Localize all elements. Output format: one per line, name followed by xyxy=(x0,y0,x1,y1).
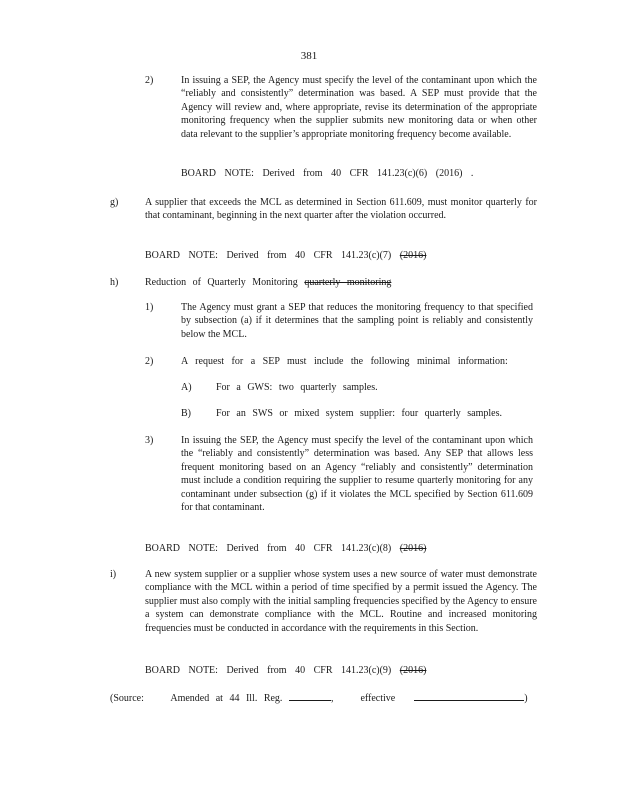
source-line: (Source: Amended at 44 Ill. Reg. , effective ) xyxy=(110,690,528,705)
item-h-label: h) xyxy=(110,277,119,288)
item-2-board-note: BOARD NOTE: Derived from 40 CFR 141.23(c)(6) (2016) . xyxy=(181,168,474,179)
item-g-note-main: BOARD NOTE: Derived from 40 CFR 141.23(c)(7) xyxy=(145,250,392,261)
item-h-heading-text: Reduction of Quarterly Monitoring xyxy=(145,277,298,288)
source-amended: Amended at 44 Ill. Reg. xyxy=(170,693,283,704)
register-page-blank xyxy=(289,690,331,701)
source-close: ) xyxy=(524,693,528,704)
item-h-heading-struck: quarterly monitoring xyxy=(304,277,392,288)
item-h-heading xyxy=(145,276,391,289)
page-number: 381 xyxy=(300,50,318,62)
item-h2-b-label: B) xyxy=(181,408,191,419)
item-i-text: A new system supplier or a supplier whose system uses a new source of water must demonstrate compliance with the MCL within a period of time specified by a permit issued the Agency. The supplier must also comply with the initial sampling frequencies specified by the Agency to ensure a system can demonstrate compliance with the MCL. Routine and increased monitoring frequencies must be conducted in accordance with the requirements in this Section. xyxy=(145,569,537,634)
item-h3-label: 3) xyxy=(145,435,154,446)
item-h1-text: The Agency must grant a SEP that reduces the monitoring frequency to that specified by subsection (a) if it determines that the sampling point is reliably and consistently below the MCL. xyxy=(181,302,533,340)
item-h1-label: 1) xyxy=(145,302,154,313)
item-h2-b-text: For an SWS or mixed system supplier: four quarterly samples. xyxy=(216,408,502,419)
item-g-label: g) xyxy=(110,197,119,208)
item-h2-a-text: For a GWS: two quarterly samples. xyxy=(216,382,378,393)
source-effective: effective xyxy=(360,693,396,704)
item-h2-a-label: A) xyxy=(181,382,192,393)
item-h-board-note xyxy=(145,542,426,555)
item-i-note-struck: (2016) xyxy=(399,665,427,676)
item-h3-text: In issuing the SEP, the Agency must specify the level of the contaminant upon which the “reliably and consistently” determination was based. Any SEP that allows less frequent monitoring based on an Agency “reliably and consistently” determination must include a condition requiring the supplier to resume quarterly monitoring for any contaminant under subsection (g) if it violates the MCL specified by Section 611.609 for that contaminant. xyxy=(181,435,533,514)
item-i-board-note xyxy=(145,664,426,677)
item-g-note-struck: (2016) xyxy=(399,250,427,261)
item-h2-label: 2) xyxy=(145,356,154,367)
item-h-note-main: BOARD NOTE: Derived from 40 CFR 141.23(c)(8) xyxy=(145,543,392,554)
item-2-text: In issuing a SEP, the Agency must specify the level of the contaminant upon which the “reliably and consistently” determination was based. A SEP must provide that the Agency will review and, where appropriate, revise its determination of the appropriate monitoring frequency when the supplier submits new monitoring data or when other data relevant to the supplier’s appropriate monitoring frequency become available. xyxy=(181,75,537,140)
item-i-label: i) xyxy=(110,569,117,580)
effective-date-blank xyxy=(414,690,524,701)
item-g-text: A supplier that exceeds the MCL as determined in Section 611.609, must monitor quarterly for that contaminant, beginning in the next quarter after the violation occurred. xyxy=(145,197,537,222)
item-i-note-main: BOARD NOTE: Derived from 40 CFR 141.23(c)(9) xyxy=(145,665,392,676)
item-h2-text: A request for a SEP must include the following minimal information: xyxy=(181,356,508,367)
item-h-note-struck: (2016) xyxy=(399,543,427,554)
source-prefix: (Source: xyxy=(110,693,144,704)
item-g-board-note xyxy=(145,249,426,262)
item-2-label: 2) xyxy=(145,75,154,86)
